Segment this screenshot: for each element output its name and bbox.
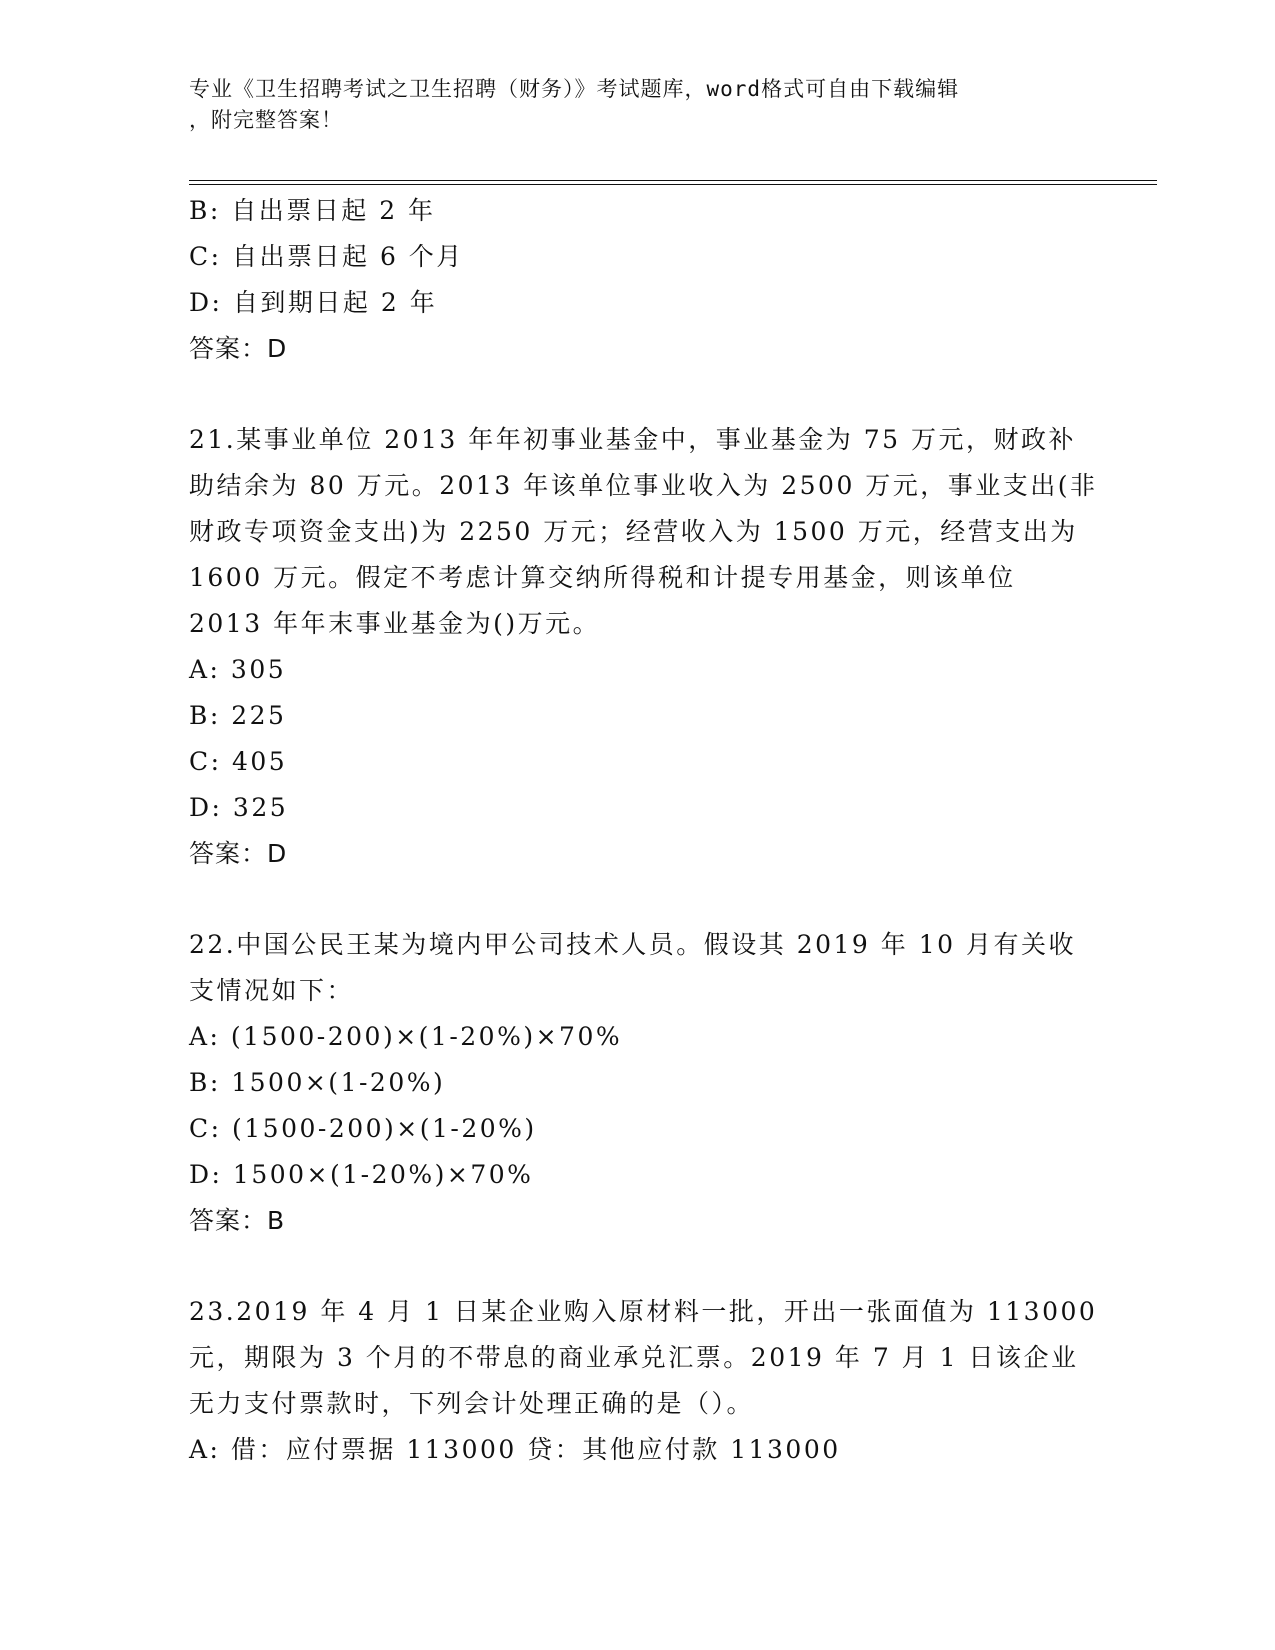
question-text-line: 元，期限为 3 个月的不带息的商业承兑汇票。2019 年 7 月 1 日该企业 [189,1343,1079,1372]
answer-line: 答案：D [189,334,288,363]
option-b: B: 225 [189,701,287,730]
header-line-2: ，附完整答案！ [189,108,343,132]
option-d: D: 1500×(1-20%)×70% [189,1160,534,1189]
option-c: C: (1500-200)×(1-20%) [189,1114,537,1143]
question-text-line: 22.中国公民王某为境内甲公司技术人员。假设其 2019 年 10 月有关收 [189,930,1076,959]
option-b: B: 1500×(1-20%) [189,1068,446,1097]
question-20-continued [189,188,1089,372]
question-text-line: 1600 万元。假定不考虑计算交纳所得税和计提专用基金，则该单位 [189,563,1016,592]
question-text-line: 23.2019 年 4 月 1 日某企业购入原材料一批，开出一张面值为 113000 [189,1297,1098,1326]
answer-line: 答案：B [189,1206,286,1235]
option-d: D: 自到期日起 2 年 [189,288,438,317]
question-text-line: 支情况如下： [189,976,355,1005]
question-text-line: 助结余为 80 万元。2013 年该单位事业收入为 2500 万元，事业支出(非 [189,471,1098,500]
option-c: C: 自出票日起 6 个月 [189,242,464,271]
option-b: B: 自出票日起 2 年 [189,196,436,225]
question-22 [189,922,1089,1244]
header-divider-top [189,180,1157,181]
question-23 [189,1289,1098,1473]
option-d: D: 325 [189,793,289,822]
document-header [189,74,1089,136]
answer-line: 答案：D [189,839,288,868]
question-text-line: 2013 年年末事业基金为()万元。 [189,609,601,638]
question-text-line: 财政专项资金支出)为 2250 万元；经营收入为 1500 万元，经营支出为 [189,517,1078,546]
option-a: A: (1500-200)×(1-20%)×70% [189,1022,623,1051]
question-text-line: 无力支付票款时，下列会计处理正确的是（）。 [189,1389,755,1418]
question-21 [189,417,1098,877]
option-a: A: 借：应付票据 113000 贷：其他应付款 113000 [189,1435,841,1464]
document-body [189,188,1098,1473]
header-line-1: 专业《卫生招聘考试之卫生招聘（财务）》考试题库，word格式可自由下载编辑 [189,77,960,101]
option-a: A: 305 [189,655,287,684]
header-divider-bottom [189,184,1157,185]
question-text-line: 21.某事业单位 2013 年年初事业基金中，事业基金为 75 万元，财政补 [189,425,1076,454]
option-c: C: 405 [189,747,288,776]
